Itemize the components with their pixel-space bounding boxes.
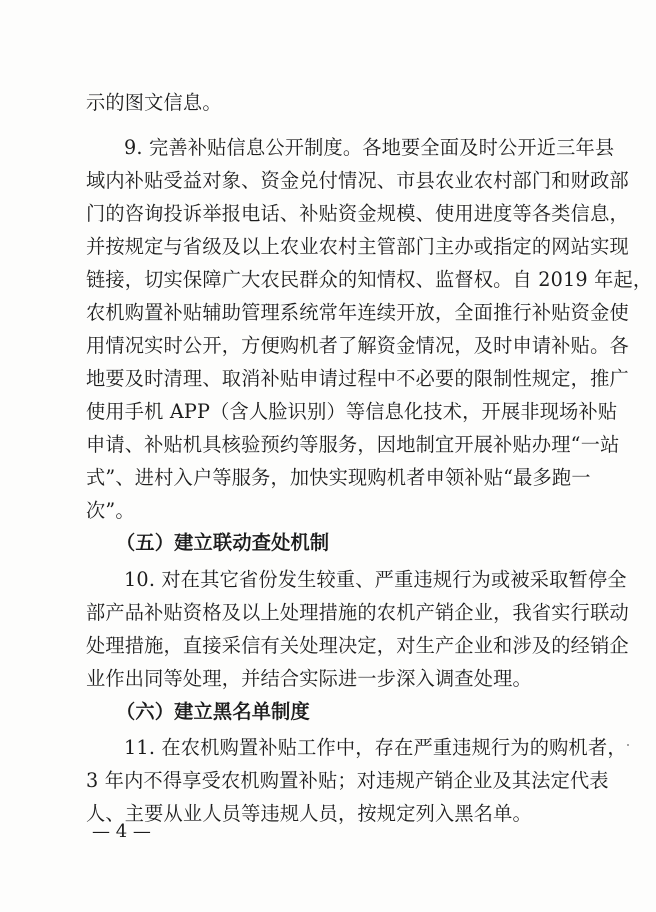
- text-line-3: 域内补贴受益对象、资金兑付情况、市县农业农村部门和财政部: [86, 169, 629, 192]
- text-line-14: 10. 对在其它省份发生较重、严重违规行为或被采取暂停全: [124, 568, 627, 591]
- text-line-13: 次”。: [86, 499, 135, 522]
- text-line-19: 3 年内不得享受农机购置补贴；对违规产销企业及其法定代表: [86, 769, 609, 792]
- section-heading-5: （五）建立联动查处机制: [116, 531, 330, 554]
- text-line-12: 式”、进村入户等服务，加快实现购机者申领补贴“最多跑一: [86, 466, 591, 489]
- text-line-18: 11. 在农机购置补贴工作中，存在严重违规行为的购机者，: [124, 736, 627, 759]
- text-line-17: 业作出同等处理，并结合实际进一步深入调查处理。: [86, 667, 532, 690]
- text-line-6: 链接，切实保障广大农民群众的知情权、监督权。自 2019 年起，: [86, 268, 653, 291]
- text-line-10: 使用手机 APP（含人脸识别）等信息化技术，开展非现场补贴: [86, 400, 618, 423]
- text-line-16: 处理措施，直接采信有关处理决定，对生产企业和涉及的经销企: [86, 634, 629, 657]
- text-line-1: 示的图文信息。: [86, 91, 222, 114]
- text-line-2: 9. 完善补贴信息公开制度。各地要全面及时公开近三年县: [124, 136, 615, 159]
- text-line-15: 部产品补贴资格及以上处理措施的农机产销企业，我省实行联动: [86, 601, 629, 624]
- text-line-20: 人、主要从业人员等违规人员，按规定列入黑名单。: [86, 802, 532, 825]
- section-heading-6: （六）建立黑名单制度: [116, 700, 310, 723]
- text-line-4: 门的咨询投诉举报电话、补贴资金规模、使用进度等各类信息，: [86, 202, 629, 225]
- scan-speck: [627, 744, 629, 746]
- text-line-7: 农机购置补贴辅助管理系统常年连续开放，全面推行补贴资金使: [86, 301, 629, 324]
- text-line-8: 用情况实时公开，方便购机者了解资金情况，及时申请补贴。各: [86, 334, 629, 357]
- page-number: — 4 —: [92, 821, 151, 842]
- text-line-9: 地要及时清理、取消补贴申请过程中不必要的限制性规定，推广: [86, 367, 629, 390]
- text-line-5: 并按规定与省级及以上农业农村主管部门主办或指定的网站实现: [86, 235, 629, 258]
- text-line-11: 申请、补贴机具核验预约等服务，因地制宜开展补贴办理“一站: [86, 433, 620, 456]
